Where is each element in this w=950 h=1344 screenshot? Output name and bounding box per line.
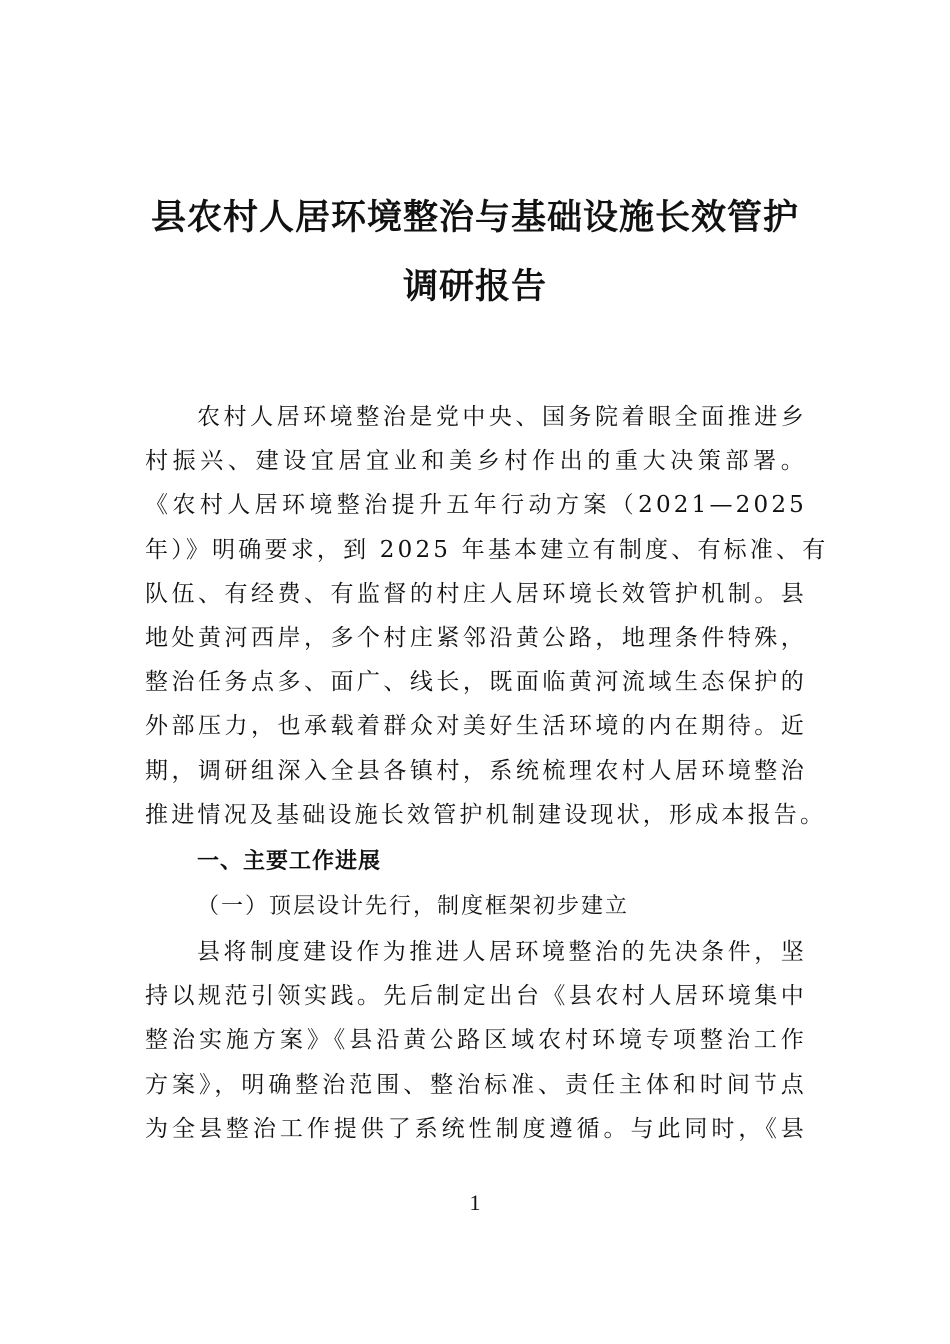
report-title-line-2: 调研报告 <box>402 266 547 307</box>
paragraph-line: 队伍、有经费、有监督的村庄人居环境长效管护机制。县 <box>145 580 807 607</box>
paragraph-line: 村振兴、建设宜居宜业和美乡村作出的重大决策部署。 <box>145 448 807 475</box>
section-paragraph <box>145 930 807 1151</box>
subsection-heading: （一）顶层设计先行，制度框架初步建立 <box>197 894 630 919</box>
paragraph-line: 县将制度建设作为推进人居环境整治的先决条件，坚 <box>197 939 807 965</box>
paragraph-line: 《农村人居环境整治提升五年行动方案（2021—2025 <box>145 492 807 519</box>
paragraph-line: 持以规范引领实践。先后制定出台《县农村人居环境集中 <box>145 983 807 1010</box>
paragraph-line: 方案》，明确整治范围、整治标准、责任主体和时间节点 <box>145 1071 807 1098</box>
paragraph-line: 地处黄河西岸，多个村庄紧邻沿黄公路，地理条件特殊， <box>145 624 807 651</box>
report-title-line-1: 县农村人居环境整治与基础设施长效管护 <box>150 197 799 238</box>
page-number: 1 <box>469 1190 481 1215</box>
paragraph-line: 年）》明确要求，到 2025 年基本建立有制度、有标准、有 <box>145 536 829 563</box>
paragraph-line: 推进情况及基础设施长效管护机制建设现状，形成本报告。 <box>145 801 827 828</box>
paragraph-line: 农村人居环境整治是党中央、国务院着眼全面推进乡 <box>197 404 807 430</box>
paragraph-line: 为全县整治工作提供了系统性制度遵循。与此同时，《县 <box>145 1115 807 1142</box>
paragraph-line: 期，调研组深入全县各镇村，系统梳理农村人居环境整治 <box>145 757 807 784</box>
paragraph-line: 整治任务点多、面广、线长，既面临黄河流域生态保护的 <box>145 669 807 696</box>
paragraph-line: 整治实施方案》《县沿黄公路区域农村环境专项整治工作 <box>145 1027 807 1054</box>
section-heading: 一、主要工作进展 <box>197 849 382 874</box>
paragraph-line: 外部压力，也承载着群众对美好生活环境的内在期待。近 <box>145 713 807 740</box>
intro-paragraph <box>145 395 829 837</box>
